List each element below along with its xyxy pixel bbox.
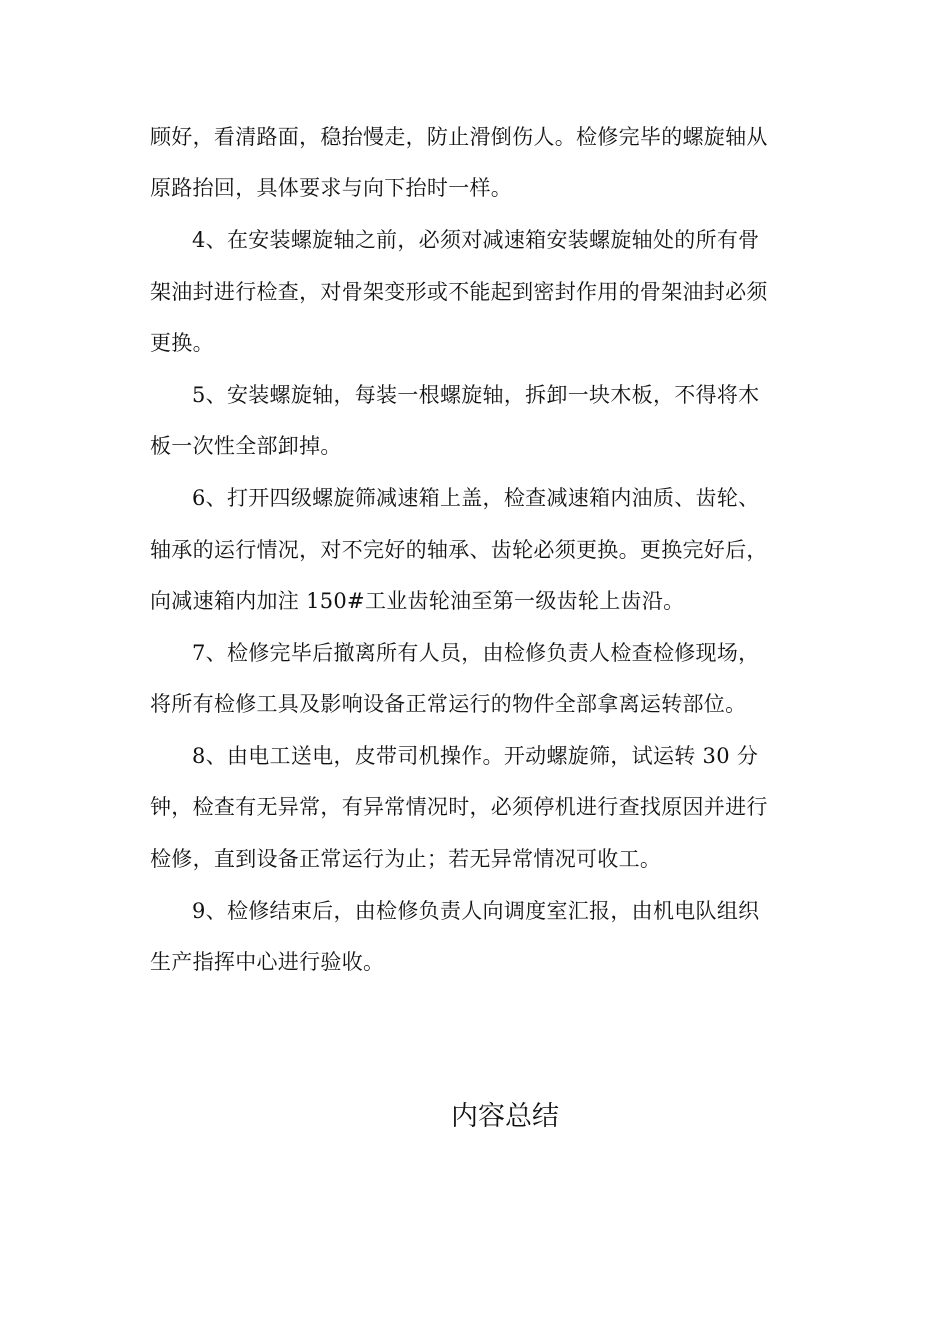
text-line: 4、在安装螺旋轴之前，必须对减速箱安装螺旋轴处的所有骨 xyxy=(192,228,760,252)
text-line: 6、打开四级螺旋筛减速箱上盖，检查减速箱内油质、齿轮、 xyxy=(192,486,760,510)
text-line: 顾好，看清路面，稳抬慢走，防止滑倒伤人。检修完毕的螺旋轴从 xyxy=(150,125,768,149)
text-line: 轴承的运行情况，对不完好的轴承、齿轮必须更换。更换完好后， xyxy=(150,538,768,562)
text-line: 架油封进行检查，对骨架变形或不能起到密封作用的骨架油封必须 xyxy=(150,280,768,304)
text-line: 钟，检查有无异常，有异常情况时，必须停机进行查找原因并进行 xyxy=(150,795,768,819)
text-line: 更换。 xyxy=(150,331,214,355)
text-line: 检修，直到设备正常运行为止；若无异常情况可收工。 xyxy=(150,847,662,871)
text-line: 板一次性全部卸掉。 xyxy=(150,434,342,458)
text-line: 将所有检修工具及影响设备正常运行的物件全部拿离运转部位。 xyxy=(150,692,747,716)
text-line: 生产指挥中心进行验收。 xyxy=(150,950,385,974)
text-line: 7、检修完毕后撤离所有人员，由检修负责人检查检修现场， xyxy=(192,641,760,665)
text-line: 5、安装螺旋轴，每装一根螺旋轴，拆卸一块木板，不得将木 xyxy=(192,383,760,407)
text-line: 向减速箱内加注 150#工业齿轮油至第一级齿轮上齿沿。 xyxy=(150,589,685,613)
text-line: 9、检修结束后，由检修负责人向调度室汇报，由机电队组织 xyxy=(192,899,760,923)
summary-title: 内容总结 xyxy=(451,1101,559,1132)
text-line: 原路抬回，具体要求与向下抬时一样。 xyxy=(150,176,513,200)
text-line: 8、由电工送电，皮带司机操作。开动螺旋筛，试运转 30 分 xyxy=(192,744,759,768)
